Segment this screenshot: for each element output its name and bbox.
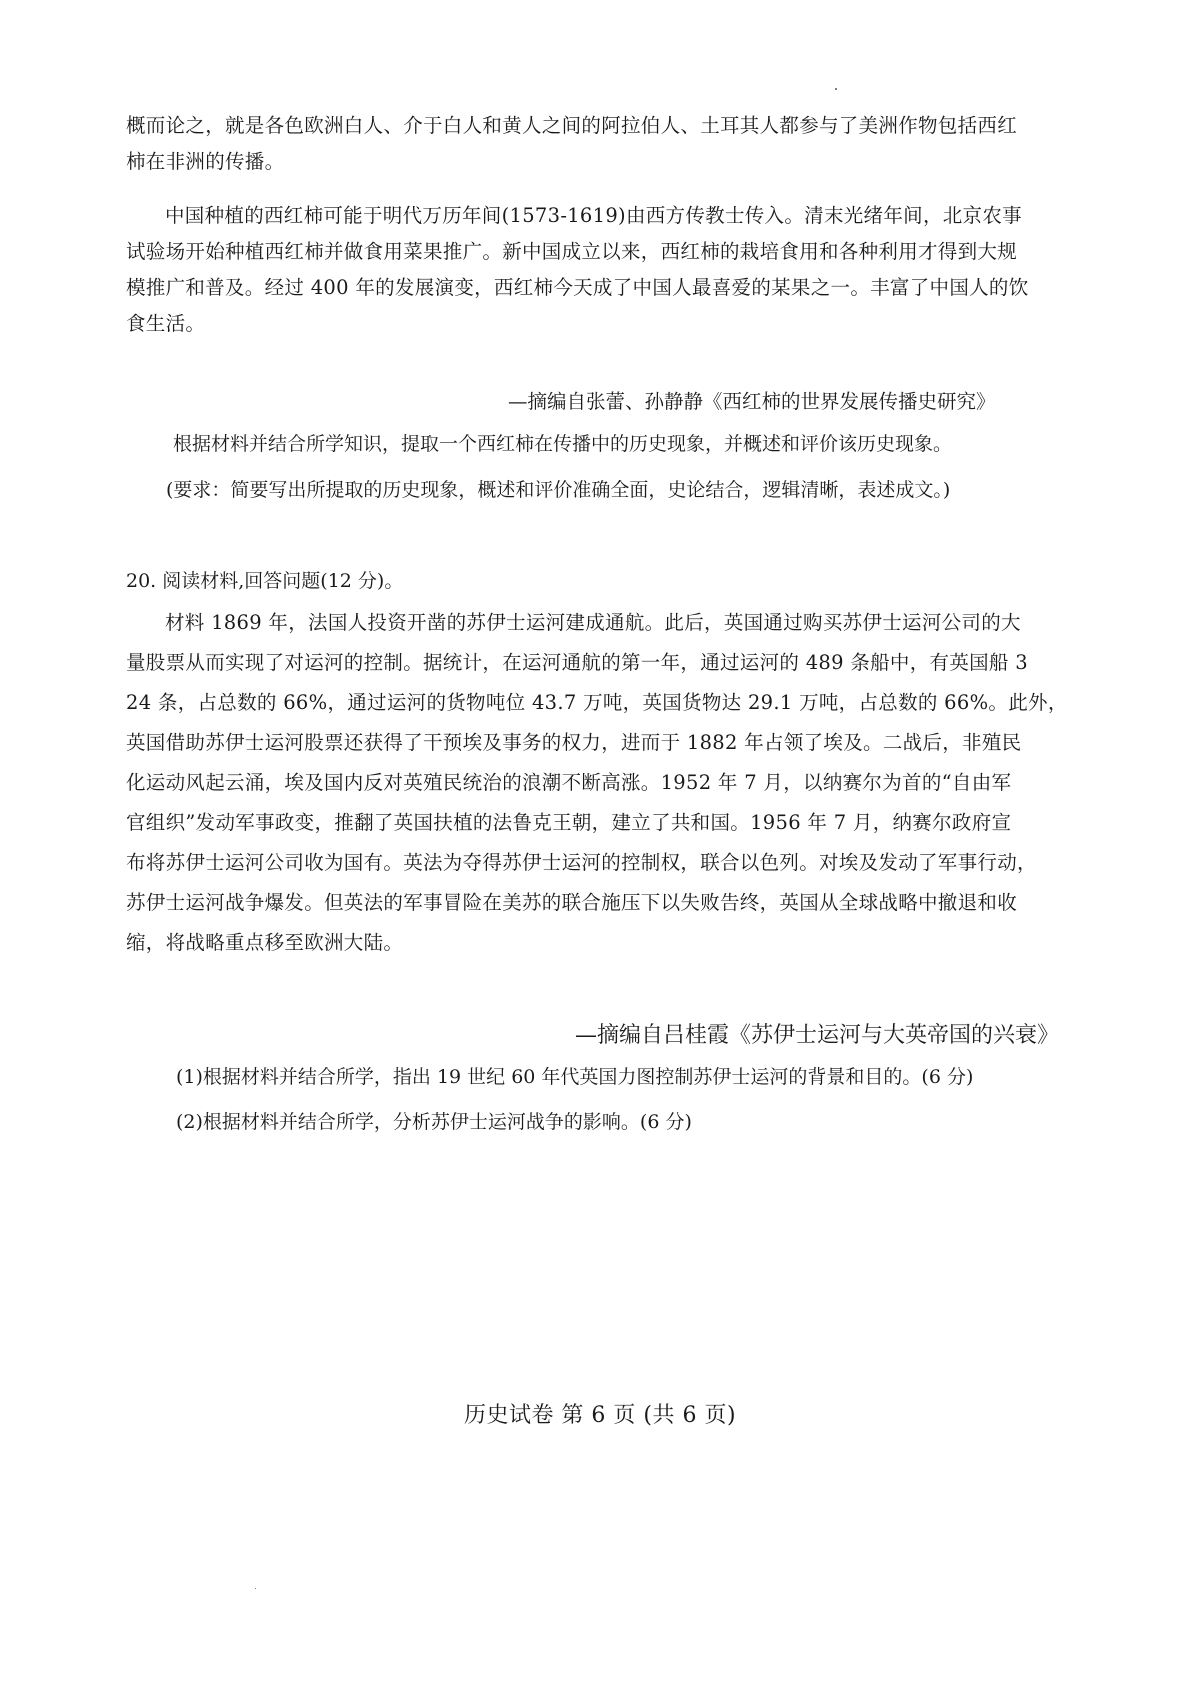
material-paragraph [126,605,1088,961]
scan-speck [255,1588,256,1589]
paragraph-1 [126,108,1088,180]
question-20-heading: 20. 阅读材料,回答问题(12 分)。 [126,570,404,592]
text-line: 官组织”发动军事政变，推翻了英国扶植的法鲁克王朝，建立了共和国。1956 年 7 月，纳赛尔政府宣 [126,811,1012,834]
text-line: 食生活。 [126,312,206,335]
text-line: 中国种植的西红柿可能于明代万历年间(1573-1619)由西方传教士传入。清末光绪年间，北京农事 [165,204,1022,227]
scan-speck [835,88,837,90]
material-19-continued [126,108,1088,180]
text-line: 化运动风起云涌，埃及国内反对英殖民统治的浪潮不断高涨。1952 年 7 月，以纳赛尔为首的“自由军 [126,771,1012,794]
question-20-sub-2: (2)根据材料并结合所学，分析苏伊士运河战争的影响。(6 分) [176,1111,692,1133]
paragraph-2 [126,198,1088,342]
text-line: 模推广和普及。经过 400 年的发展演变，西红柿今天成了中国人最喜爱的某果之一。丰富了中国人的饮 [126,276,1029,299]
text-line: 缩，将战略重点移至欧洲大陆。 [126,931,404,954]
text-line: 量股票从而实现了对运河的控制。据统计，在运河通航的第一年，通过运河的 489 条船中，有英国船 3 [126,651,1028,674]
material-19-paragraph-2 [126,198,1088,342]
question-20-sub-1: (1)根据材料并结合所学，指出 19 世纪 60 年代英国力图控制苏伊士运河的背景和目的。(6 分) [176,1066,974,1088]
text-line: 材料 1869 年，法国人投资开凿的苏伊士运河建成通航。此后，英国通过购买苏伊士运河公司的大 [165,611,1021,634]
text-line: 苏伊士运河战争爆发。但英法的军事冒险在美苏的联合施压下以失败告终，英国从全球战略中撤退和收 [126,891,1018,914]
text-line: 24 条，占总数的 66%，通过运河的货物吨位 43.7 万吨，英国货物达 29.1 万吨，占总数的 66%。此外， [126,691,1068,714]
question-20-material [126,605,1088,961]
text-line: 概而论之，就是各色欧洲白人、介于白人和黄人之间的阿拉伯人、土耳其人都参与了美洲作物包括西红 [126,114,1018,137]
page-footer: 历史试卷 第 6 页 (共 6 页) [463,1403,737,1428]
source-citation: —摘编自吕桂霞《苏伊士运河与大英帝国的兴衰》 [575,1023,1060,1048]
question-19-requirement: (要求：简要写出所提取的历史现象，概述和评价准确全面，史论结合，逻辑清晰，表述成文。) [166,479,951,501]
text-line: 试验场开始种植西红柿并做食用菜果推广。新中国成立以来，西红柿的栽培食用和各种利用才得到大规 [126,240,1018,263]
question-19-prompt: 根据材料并结合所学知识，提取一个西红柿在传播中的历史现象，并概述和评价该历史现象。 [173,433,953,455]
text-line: 柿在非洲的传播。 [126,150,285,173]
text-line: 英国借助苏伊士运河股票还获得了干预埃及事务的权力，进而于 1882 年占领了埃及。二战后，非殖民 [126,731,1022,754]
text-line: 布将苏伊士运河公司收为国有。英法为夺得苏伊士运河的控制权，联合以色列。对埃及发动了军事行动， [126,851,1037,874]
source-citation: —摘编自张蕾、孙静静《西红柿的世界发展传播史研究》 [508,390,996,413]
